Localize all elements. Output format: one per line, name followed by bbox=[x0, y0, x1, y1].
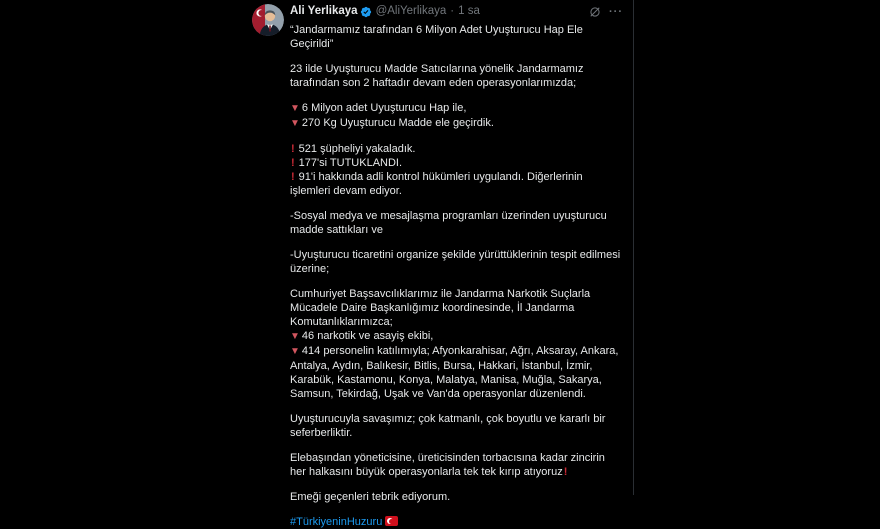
separator-dot: · bbox=[450, 5, 455, 17]
tweet-text-paragraph bbox=[290, 490, 623, 504]
red-exclamation-emoji: ! bbox=[563, 466, 568, 478]
tweet-text: 91'i hakkında adli kontrol hükümleri uygulandı. Diğerlerinin işlemleri devam ediyor. bbox=[290, 171, 583, 197]
tweet-text: Emeği geçenleri tebrik ediyorum. bbox=[290, 491, 451, 503]
tweet-text: -Sosyal medya ve mesajlaşma programları üzerinden uyuşturucu madde sattıkları ve bbox=[290, 210, 607, 236]
tweet-text-paragraph bbox=[290, 515, 623, 529]
tweet-text: 46 narkotik ve asayiş ekibi, bbox=[301, 330, 434, 342]
tweet-text-paragraph bbox=[290, 23, 623, 51]
tweet-header bbox=[290, 4, 623, 19]
author-handle[interactable]: @AliYerlikaya bbox=[375, 5, 447, 17]
tweet-body bbox=[290, 23, 623, 529]
tweet-text: -Uyuşturucu ticaretini organize şekilde yürüttüklerinin tespit edilmesi üzerine; bbox=[290, 249, 621, 275]
tweet-text: 521 şüpheliyi yakaladık. bbox=[298, 143, 416, 155]
red-triangle-emoji: ▼ bbox=[290, 118, 300, 129]
red-triangle-emoji: ▼ bbox=[290, 346, 300, 357]
tweet-text: Elebaşından yöneticisine, üreticisinden torbacısına kadar zincirin her halkasını büyük operasyonlarla tek tek kırıp atıyoruz bbox=[290, 452, 605, 478]
tweet-text: “Jandarmamız tarafından 6 Milyon Adet Uyuşturucu Hap Ele Geçirildi” bbox=[290, 24, 583, 50]
tweet-text: 270 Kg Uyuşturucu Madde ele geçirdik. bbox=[301, 117, 494, 129]
red-exclamation-emoji: ! bbox=[291, 143, 295, 155]
tweet-text-paragraph bbox=[290, 142, 623, 198]
tweet-text: Cumhuriyet Başsavcılıklarımız ile Jandarma Narkotik Suçlarla Mücadele Daire Başkanlığımız koordinesinde, İl Jandarma Komutanlıklarımızca; bbox=[290, 288, 591, 328]
tweet-text-paragraph bbox=[290, 101, 623, 131]
timestamp[interactable]: 1 sa bbox=[458, 5, 480, 17]
red-triangle-emoji: ▼ bbox=[290, 331, 300, 342]
tweet[interactable] bbox=[252, 4, 633, 529]
tweet-text: 177'si TUTUKLANDI. bbox=[298, 157, 403, 169]
tweet-text: Uyuşturucuyla savaşımız; çok katmanlı, çok boyutlu ve kararlı bir seferberliktir. bbox=[290, 413, 606, 439]
tweet-text-paragraph bbox=[290, 451, 623, 479]
column-divider bbox=[633, 0, 634, 495]
turkish-flag-emoji bbox=[385, 516, 398, 526]
tweet-text-paragraph bbox=[290, 62, 623, 90]
tweet-text: 23 ilde Uyuşturucu Madde Satıcılarına yönelik Jandarmamız tarafından son 2 haftadır devam eden operasyonlarımızda; bbox=[290, 63, 584, 89]
red-exclamation-emoji: ! bbox=[291, 157, 295, 169]
avatar[interactable] bbox=[252, 4, 284, 36]
more-options-button[interactable]: ··· bbox=[609, 5, 623, 18]
grok-icon[interactable] bbox=[589, 6, 601, 18]
tweet-content-column bbox=[290, 4, 633, 529]
author-name[interactable]: Ali Yerlikaya bbox=[290, 5, 358, 17]
verified-badge-icon bbox=[360, 6, 372, 18]
tweet-text-paragraph bbox=[290, 412, 623, 440]
tweet-text-paragraph bbox=[290, 248, 623, 276]
tweet-text-paragraph bbox=[290, 287, 623, 401]
avatar-photo bbox=[252, 4, 284, 36]
tweet-text: 414 personelin katılımıyla; Afyonkarahisar, Ağrı, Aksaray, Ankara, Antalya, Aydın, Balıkesir, Bitlis, Bursa, Hakkari, İstanbul, İzmir, Karabük, Kastamonu, Konya, Malatya, Manisa, Muğla, Sakarya, Samsun, Tekirdağ, Uşak ve Van'da operasyonlar düzenlendi. bbox=[290, 345, 619, 400]
red-triangle-emoji: ▼ bbox=[290, 103, 300, 114]
red-exclamation-emoji: ! bbox=[291, 171, 295, 183]
tweet-text-paragraph bbox=[290, 209, 623, 237]
tweet-text: 6 Milyon adet Uyuşturucu Hap ile, bbox=[301, 102, 467, 114]
hashtag-link[interactable]: #TürkiyeninHuzuru bbox=[290, 516, 383, 528]
